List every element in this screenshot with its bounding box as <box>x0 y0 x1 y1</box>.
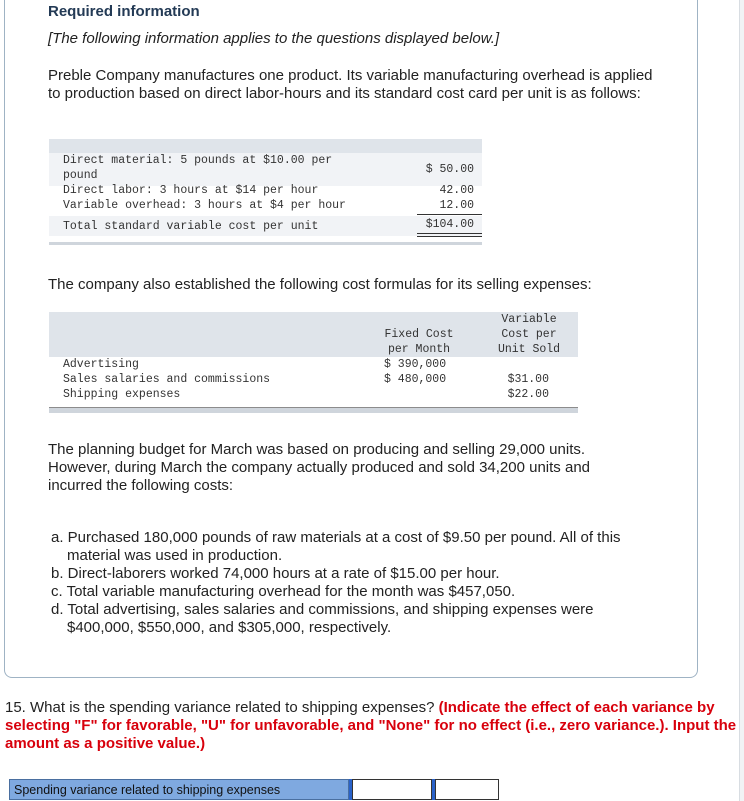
question-prefix: 15. What is the spending variance related to shipping expenses? <box>5 699 439 716</box>
required-information-subtitle: [The following information applies to the questions displayed below.] <box>48 30 500 47</box>
selling-expenses-intro: The company also established the following cost formulas for its selling expenses: <box>48 276 592 293</box>
row-total-value: $104.00 <box>425 218 474 231</box>
header-variable: Variable <box>501 313 557 326</box>
row-variable-overhead-label: Variable overhead: 3 hours at $4 per hour <box>63 199 346 212</box>
list-item-a: a. Purchased 180,000 pounds of raw materials at a cost of $9.50 per pound. All of this <box>51 529 621 546</box>
row-direct-material-label: Direct material: 5 pounds at $10.00 per <box>63 154 333 167</box>
row-advertising-label: Advertising <box>63 358 139 371</box>
list-item-d-cont: $400,000, $550,000, and $305,000, respectively. <box>67 619 392 636</box>
list-item-c: c. Total variable manufacturing overhead for the month was $457,050. <box>51 583 516 600</box>
row-shipping-variable: $22.00 <box>507 388 549 401</box>
table-bottom-bar <box>49 407 578 413</box>
list-item-d: d. Total advertising, sales salaries and commissions, and shipping expenses were <box>51 601 594 618</box>
row-total-label: Total standard variable cost per unit <box>63 220 319 233</box>
subtotal-rule <box>417 214 482 215</box>
row-direct-material-label-cont: pound <box>63 169 98 182</box>
question-instruction: (Indicate the effect of each variance by selecting "F" for favorable, "U" for unfavorable, and "None" for no effect (i.e., zero variance.). Input the amount as a positive value.) <box>5 699 737 752</box>
amount-input[interactable] <box>435 779 499 800</box>
row-sales-salaries-fixed: $ 480,000 <box>384 373 447 386</box>
selling-expenses-table <box>49 312 578 417</box>
table-header-band <box>49 139 482 153</box>
scrollbar-track[interactable] <box>739 0 744 801</box>
intro-paragraph: Preble Company manufactures one product. Its variable manufacturing overhead is applied to production based on direct labor-hours and its standard cost card per unit is as follows: <box>48 67 653 102</box>
header-fixed-cost: Fixed Cost <box>384 328 454 341</box>
row-direct-material-value: $ 50.00 <box>425 163 474 176</box>
row-shipping-label: Shipping expenses <box>63 388 181 401</box>
row-advertising-fixed: $ 390,000 <box>384 358 447 371</box>
question-text <box>5 699 740 753</box>
effect-select[interactable] <box>352 779 432 800</box>
planning-budget-paragraph: The planning budget for March was based on producing and selling 29,000 units. However, during March the company actually produced and sold 34,200 units and incurred the following costs: <box>48 441 590 494</box>
header-cost-per: Cost per <box>501 328 557 341</box>
header-unit-sold: Unit Sold <box>497 343 561 356</box>
total-double-rule <box>417 236 482 237</box>
total-double-rule <box>417 233 482 234</box>
row-sales-salaries-label: Sales salaries and commissions <box>63 373 271 386</box>
list-item-b: b. Direct-laborers worked 74,000 hours at a rate of $15.00 per hour. <box>51 565 500 582</box>
list-item-a-cont: material was used in production. <box>67 547 283 564</box>
row-direct-labor-label: Direct labor: 3 hours at $14 per hour <box>63 184 319 197</box>
header-per-month: per Month <box>387 343 451 356</box>
answer-row-label: Spending variance related to shipping expenses <box>9 779 349 800</box>
table-bottom-bar <box>49 242 482 245</box>
standard-cost-card-table <box>49 139 482 254</box>
required-information-title: Required information <box>48 3 200 20</box>
row-direct-labor-value: 42.00 <box>439 184 474 197</box>
row-variable-overhead-value: 12.00 <box>439 199 474 212</box>
row-sales-salaries-variable: $31.00 <box>507 373 549 386</box>
